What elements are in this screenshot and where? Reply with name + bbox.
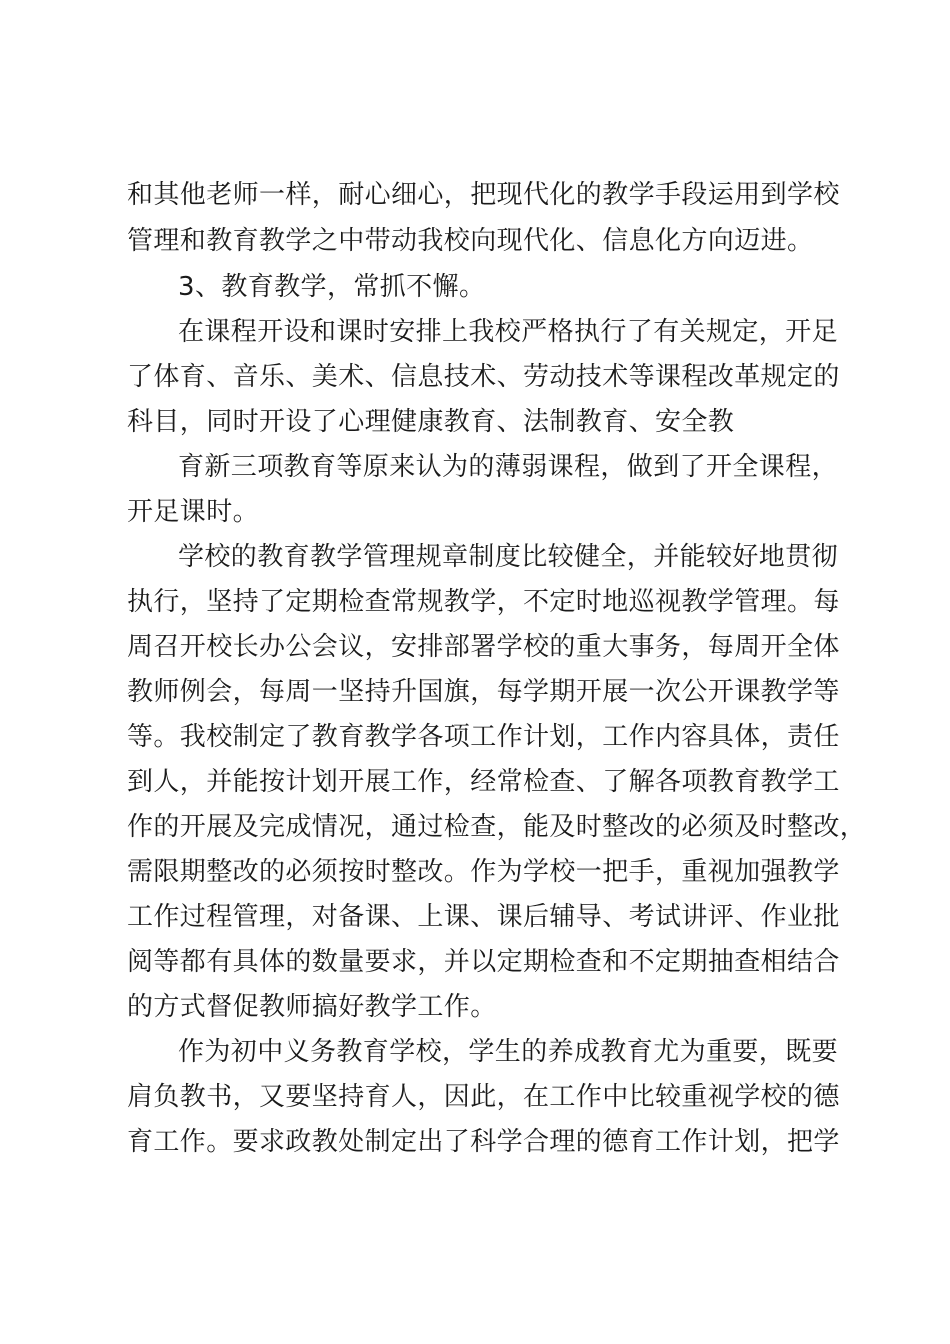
text-line: 作为初中义务教育学校，学生的养成教育尤为重要，既要 <box>178 1037 839 1067</box>
text-line: 教师例会，每周一坚持升国旗，每学期开展一次公开课教学等 <box>127 677 840 707</box>
text-line: 肩负教书，又要坚持育人，因此，在工作中比较重视学校的德 <box>127 1082 840 1112</box>
text-line: 的方式督促教师搞好教学工作。 <box>127 992 497 1022</box>
text-line: 等。我校制定了教育教学各项工作计划，工作内容具体，责任 <box>127 722 840 752</box>
text-line: 育工作。要求政教处制定出了科学合理的德育工作计划，把学 <box>127 1127 840 1157</box>
text-line: 需限期整改的必须按时整改。作为学校一把手，重视加强教学 <box>127 857 840 887</box>
text-line: 了体育、音乐、美术、信息技术、劳动技术等课程改革规定的 <box>127 362 840 392</box>
text-line: 执行，坚持了定期检查常规教学，不定时地巡视教学管理。每 <box>127 587 840 617</box>
text-line: 到人，并能按计划开展工作，经常检查、了解各项教育教学工 <box>127 767 840 797</box>
text-line: 在课程开设和课时安排上我校严格执行了有关规定，开足 <box>178 317 839 347</box>
text-line: 管理和教育教学之中带动我校向现代化、信息化方向迈进。 <box>127 226 814 256</box>
text-line: 育新三项教育等原来认为的薄弱课程，做到了开全课程， <box>178 452 839 482</box>
text-line: 周召开校长办公会议，安排部署学校的重大事务，每周开全体 <box>127 632 840 662</box>
text-line: 科目，同时开设了心理健康教育、法制教育、安全教 <box>127 407 735 437</box>
text-line: 学校的教育教学管理规章制度比较健全，并能较好地贯彻 <box>178 542 839 572</box>
text-line: 开足课时。 <box>127 497 260 527</box>
text-line: 工作过程管理，对备课、上课、课后辅导、考试讲评、作业批 <box>127 902 840 932</box>
text-line: 和其他老师一样，耐心细心，把现代化的教学手段运用到学校 <box>127 180 840 210</box>
text-line: 作的开展及完成情况，通过检查，能及时整改的必须及时整改， <box>127 812 867 842</box>
text-line: 阅等都有具体的数量要求，并以定期检查和不定期抽查相结合 <box>127 947 840 977</box>
section-heading: 3、教育教学，常抓不懈。 <box>178 272 486 302</box>
